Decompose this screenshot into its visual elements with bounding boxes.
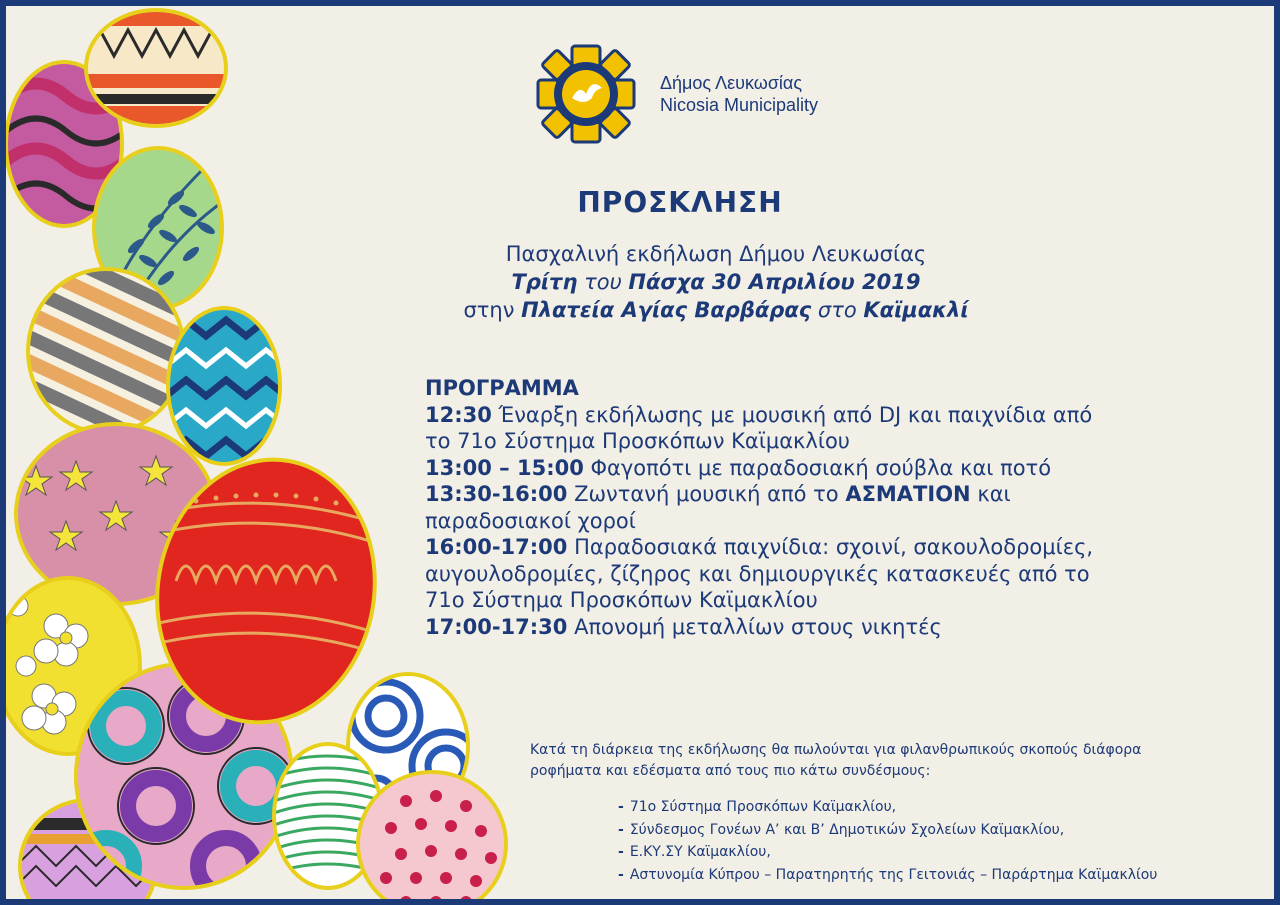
logo-english-name: Nicosia Municipality bbox=[660, 95, 819, 115]
event-intro bbox=[426, 240, 1006, 324]
program-item: 16:00-17:00 Παραδοσιακά παιχνίδια: σχοινί, σακουλοδρομίες, bbox=[425, 535, 1094, 559]
bullet-dash: - bbox=[618, 821, 624, 838]
charity-note-line: Κατά τη διάρκεια της εκδήλωσης θα πωλούνται για φιλανθρωπικούς σκοπούς διάφορα bbox=[530, 742, 1142, 758]
list-item: - Ε.ΚΥ.ΣΥ Καϊμακλίου, bbox=[618, 844, 771, 860]
logo-wordmark bbox=[660, 72, 818, 116]
program-item: 17:00-17:30 Απονομή μεταλλίων στους νικητές bbox=[425, 614, 942, 639]
list-item: - Αστυνομία Κύπρου – Παρατηρητής της Γειτονιάς – Παράρτημα Καϊμακλίου bbox=[618, 866, 1158, 883]
program-section bbox=[425, 375, 1265, 640]
charity-note-line: ροφήματα και εδέσματα από τους πιο κάτω συνδέσμους: bbox=[530, 763, 931, 779]
bullet-dash: - bbox=[618, 866, 624, 883]
program-item-continuation: αυγουλοδρομίες, ζίζηρος και δημιουργικές κατασκευές από το bbox=[425, 561, 1090, 586]
nicosia-municipality-logo bbox=[534, 42, 638, 146]
program-item-continuation: 71ο Σύστημα Προσκόπων Καϊμακλίου bbox=[425, 588, 818, 612]
event-location: στην Πλατεία Αγίας Βαρβάρας στο Καϊμακλί bbox=[463, 298, 969, 322]
program-item-continuation: το 71ο Σύστημα Προσκόπων Καϊμακλίου bbox=[425, 429, 850, 453]
list-item: - Σύνδεσμος Γονέων Α’ και Β’ Δημοτικών Σχολείων Καϊμακλίου, bbox=[618, 821, 1065, 838]
event-date: Τρίτη του Πάσχα 30 Απριλίου 2019 bbox=[511, 270, 921, 294]
program-item: 12:30 Έναρξη εκδήλωσης με μουσική από DJ και παιχνίδια από bbox=[425, 402, 1093, 427]
page-title: ΠΡΟΣΚΛΗΣΗ bbox=[577, 186, 783, 219]
associations-list bbox=[618, 796, 1157, 886]
bullet-dash: - bbox=[618, 844, 624, 860]
program-item: 13:30-16:00 Ζωντανή μουσική από το ΑΣΜΑΤΙΟΝ και bbox=[425, 482, 1011, 506]
charity-note bbox=[530, 740, 1250, 782]
program-item-continuation: παραδοσιακοί χοροί bbox=[425, 508, 636, 533]
list-item: - 71ο Σύστημα Προσκόπων Καϊμακλίου, bbox=[618, 799, 897, 815]
program-heading: ΠΡΟΓΡΑΜΜΑ bbox=[425, 376, 579, 400]
event-name: Πασχαλινή εκδήλωση Δήμου Λευκωσίας bbox=[505, 242, 927, 266]
program-item: 13:00 – 15:00 Φαγοπότι με παραδοσιακή σούβλα και ποτό bbox=[425, 455, 1052, 480]
logo-greek-name: Δήμος Λευκωσίας bbox=[660, 73, 803, 93]
bullet-dash: - bbox=[618, 799, 624, 815]
